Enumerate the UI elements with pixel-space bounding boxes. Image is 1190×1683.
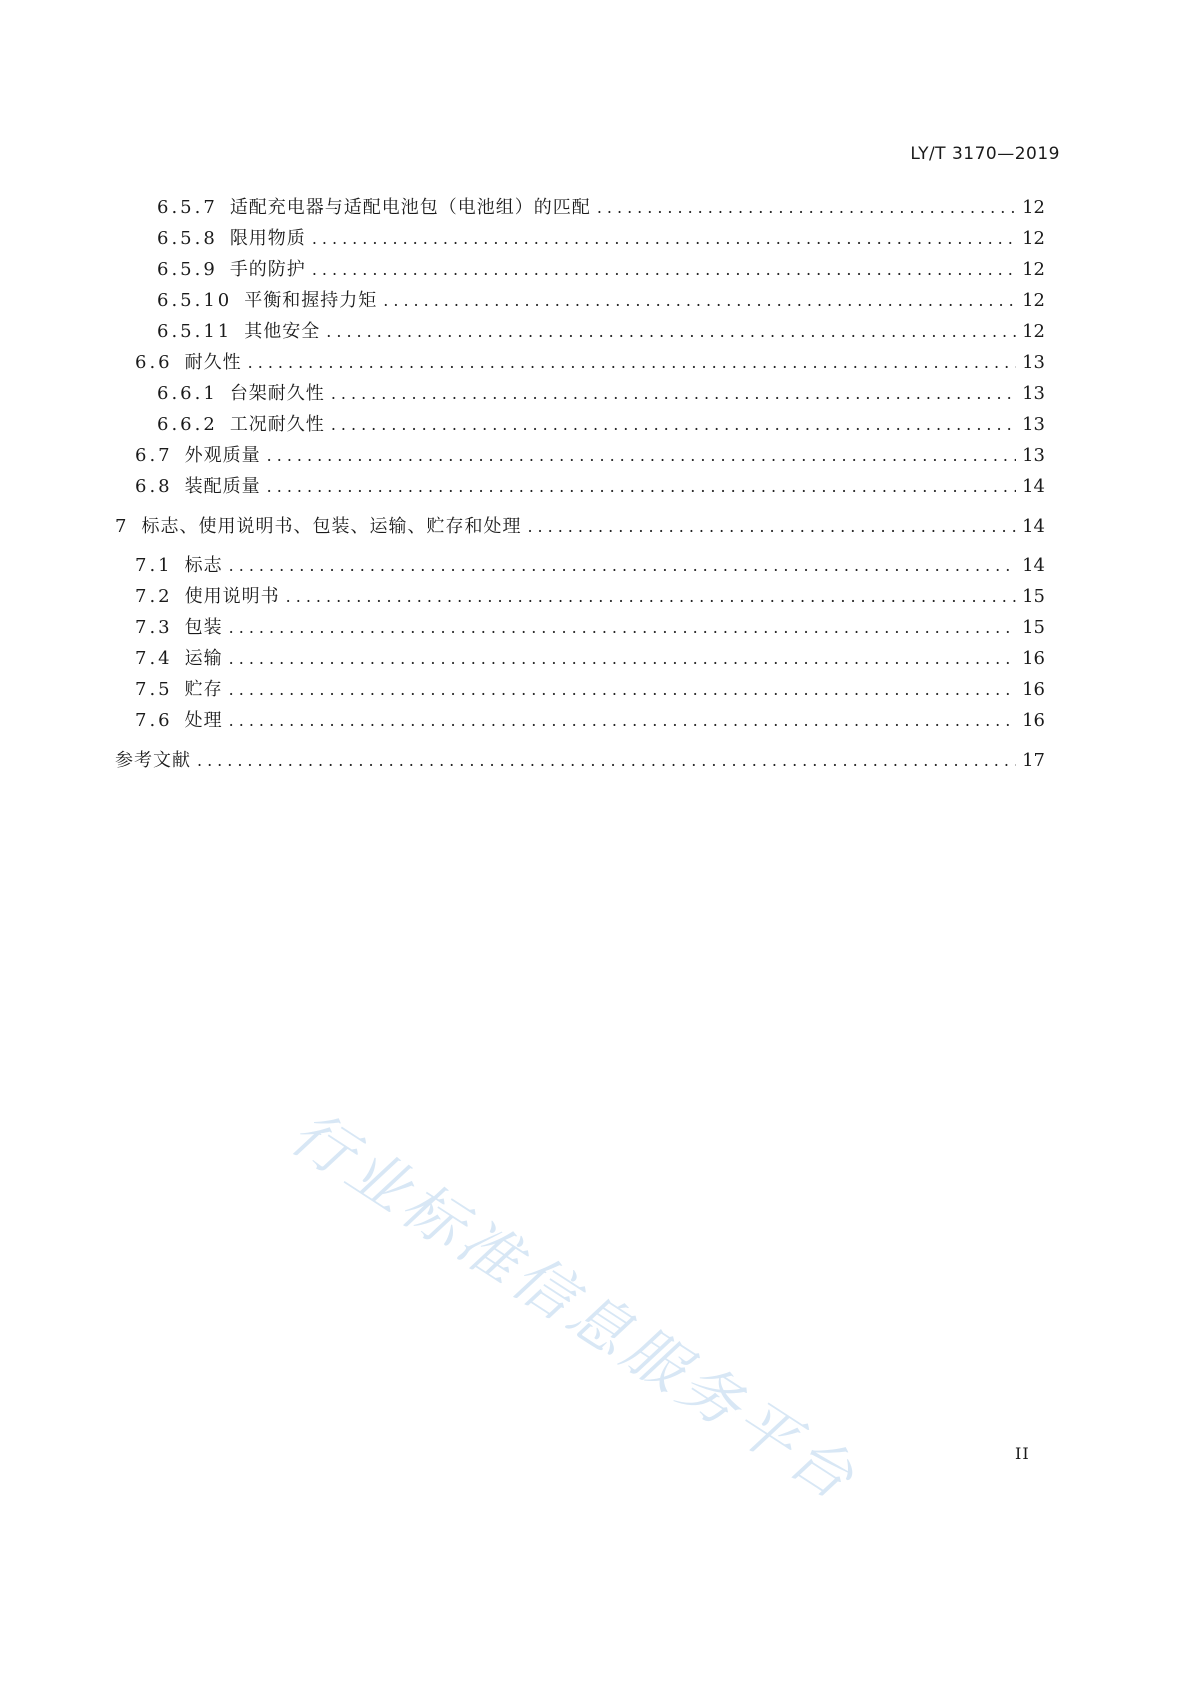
toc-entry[interactable] [115,674,1045,705]
toc-leader-dots [267,471,1016,502]
toc-entry[interactable] [115,223,1045,254]
toc-leader-dots [229,612,1016,643]
toc-entry-page: 12 [1022,228,1045,249]
toc-entry-page: 12 [1022,321,1045,342]
toc-leader-dots [527,511,1016,542]
toc-entry[interactable] [115,745,1045,776]
toc-entry[interactable] [115,378,1045,409]
table-of-contents [115,192,1045,776]
toc-entry[interactable] [115,511,1045,542]
toc-entry-number: 6.5.8 [157,228,218,249]
toc-entry-number: 6.5.10 [157,290,233,311]
toc-entry-title: 外观质量 [184,445,261,466]
watermark-text: 行业标准信息服务平台 [278,1097,870,1517]
toc-entry-title: 贮存 [184,679,223,700]
toc-entry-page: 17 [1022,750,1045,771]
toc-leader-dots [197,745,1016,776]
toc-leader-dots [229,705,1016,736]
toc-entry-title: 手的防护 [229,259,306,280]
toc-entry-title: 包装 [184,617,223,638]
toc-entry-page: 13 [1022,383,1045,404]
toc-entry-number: 6.5.11 [157,321,233,342]
toc-entry-number: 7.3 [135,617,173,638]
toc-entry-page: 14 [1022,516,1045,537]
toc-entry-page: 13 [1022,414,1045,435]
toc-entry-page: 16 [1022,710,1045,731]
toc-entry[interactable] [115,316,1045,347]
page-number: II [1015,1444,1030,1463]
toc-leader-dots [229,674,1016,705]
toc-entry-title: 参考文献 [115,750,191,771]
toc-leader-dots [383,285,1016,316]
toc-entry-page: 12 [1022,197,1045,218]
toc-entry-number: 6.6.1 [157,383,218,404]
toc-entry-number: 7.1 [135,555,173,576]
toc-entry-title: 其他安全 [244,321,321,342]
toc-entry[interactable] [115,643,1045,674]
toc-entry[interactable] [115,192,1045,223]
toc-leader-dots [331,409,1016,440]
toc-entry-page: 14 [1022,555,1045,576]
toc-leader-dots [326,316,1016,347]
toc-entry-number: 6.6 [135,352,173,373]
toc-entry-title: 标志、使用说明书、包装、运输、贮存和处理 [141,516,522,537]
toc-entry-title: 标志 [184,555,223,576]
toc-leader-dots [286,581,1016,612]
toc-entry-title: 台架耐久性 [229,383,325,404]
toc-entry-number: 6.6.2 [157,414,218,435]
toc-leader-dots [229,643,1016,674]
toc-entry[interactable] [115,440,1045,471]
toc-entry-title: 使用说明书 [184,586,280,607]
toc-entry[interactable] [115,347,1045,378]
toc-entry[interactable] [115,409,1045,440]
toc-entry-title: 工况耐久性 [229,414,325,435]
toc-leader-dots [312,254,1016,285]
toc-entry[interactable] [115,612,1045,643]
toc-entry-number: 7.4 [135,648,173,669]
standard-code: LY/T 3170—2019 [910,144,1060,164]
toc-leader-dots [312,223,1016,254]
toc-leader-dots [248,347,1016,378]
toc-entry-page: 16 [1022,679,1045,700]
toc-leader-dots [331,378,1016,409]
toc-entry-title: 平衡和握持力矩 [244,290,378,311]
toc-entry-title: 运输 [184,648,223,669]
toc-entry[interactable] [115,705,1045,736]
toc-entry-page: 15 [1022,586,1045,607]
toc-entry-page: 15 [1022,617,1045,638]
toc-entry-page: 13 [1022,352,1045,373]
toc-entry-title: 适配充电器与适配电池包（电池组）的匹配 [229,197,591,218]
toc-entry[interactable] [115,471,1045,502]
toc-entry-title: 处理 [184,710,223,731]
toc-entry-number: 7 [115,516,130,537]
toc-leader-dots [229,550,1016,581]
toc-entry-number: 6.8 [135,476,173,497]
toc-entry-page: 12 [1022,259,1045,280]
toc-entry[interactable] [115,285,1045,316]
toc-entry[interactable] [115,254,1045,285]
toc-leader-dots [267,440,1016,471]
toc-entry-title: 装配质量 [184,476,261,497]
toc-entry-title: 限用物质 [229,228,306,249]
toc-entry-number: 6.5.9 [157,259,218,280]
toc-entry[interactable] [115,550,1045,581]
toc-entry-page: 12 [1022,290,1045,311]
toc-entry-number: 7.5 [135,679,173,700]
toc-entry-number: 6.5.7 [157,197,218,218]
toc-entry-number: 7.2 [135,586,173,607]
toc-entry-number: 6.7 [135,445,173,466]
toc-entry-page: 14 [1022,476,1045,497]
toc-entry-page: 13 [1022,445,1045,466]
toc-entry-number: 7.6 [135,710,173,731]
toc-entry-page: 16 [1022,648,1045,669]
toc-entry-title: 耐久性 [184,352,242,373]
toc-leader-dots [597,192,1016,223]
toc-entry[interactable] [115,581,1045,612]
